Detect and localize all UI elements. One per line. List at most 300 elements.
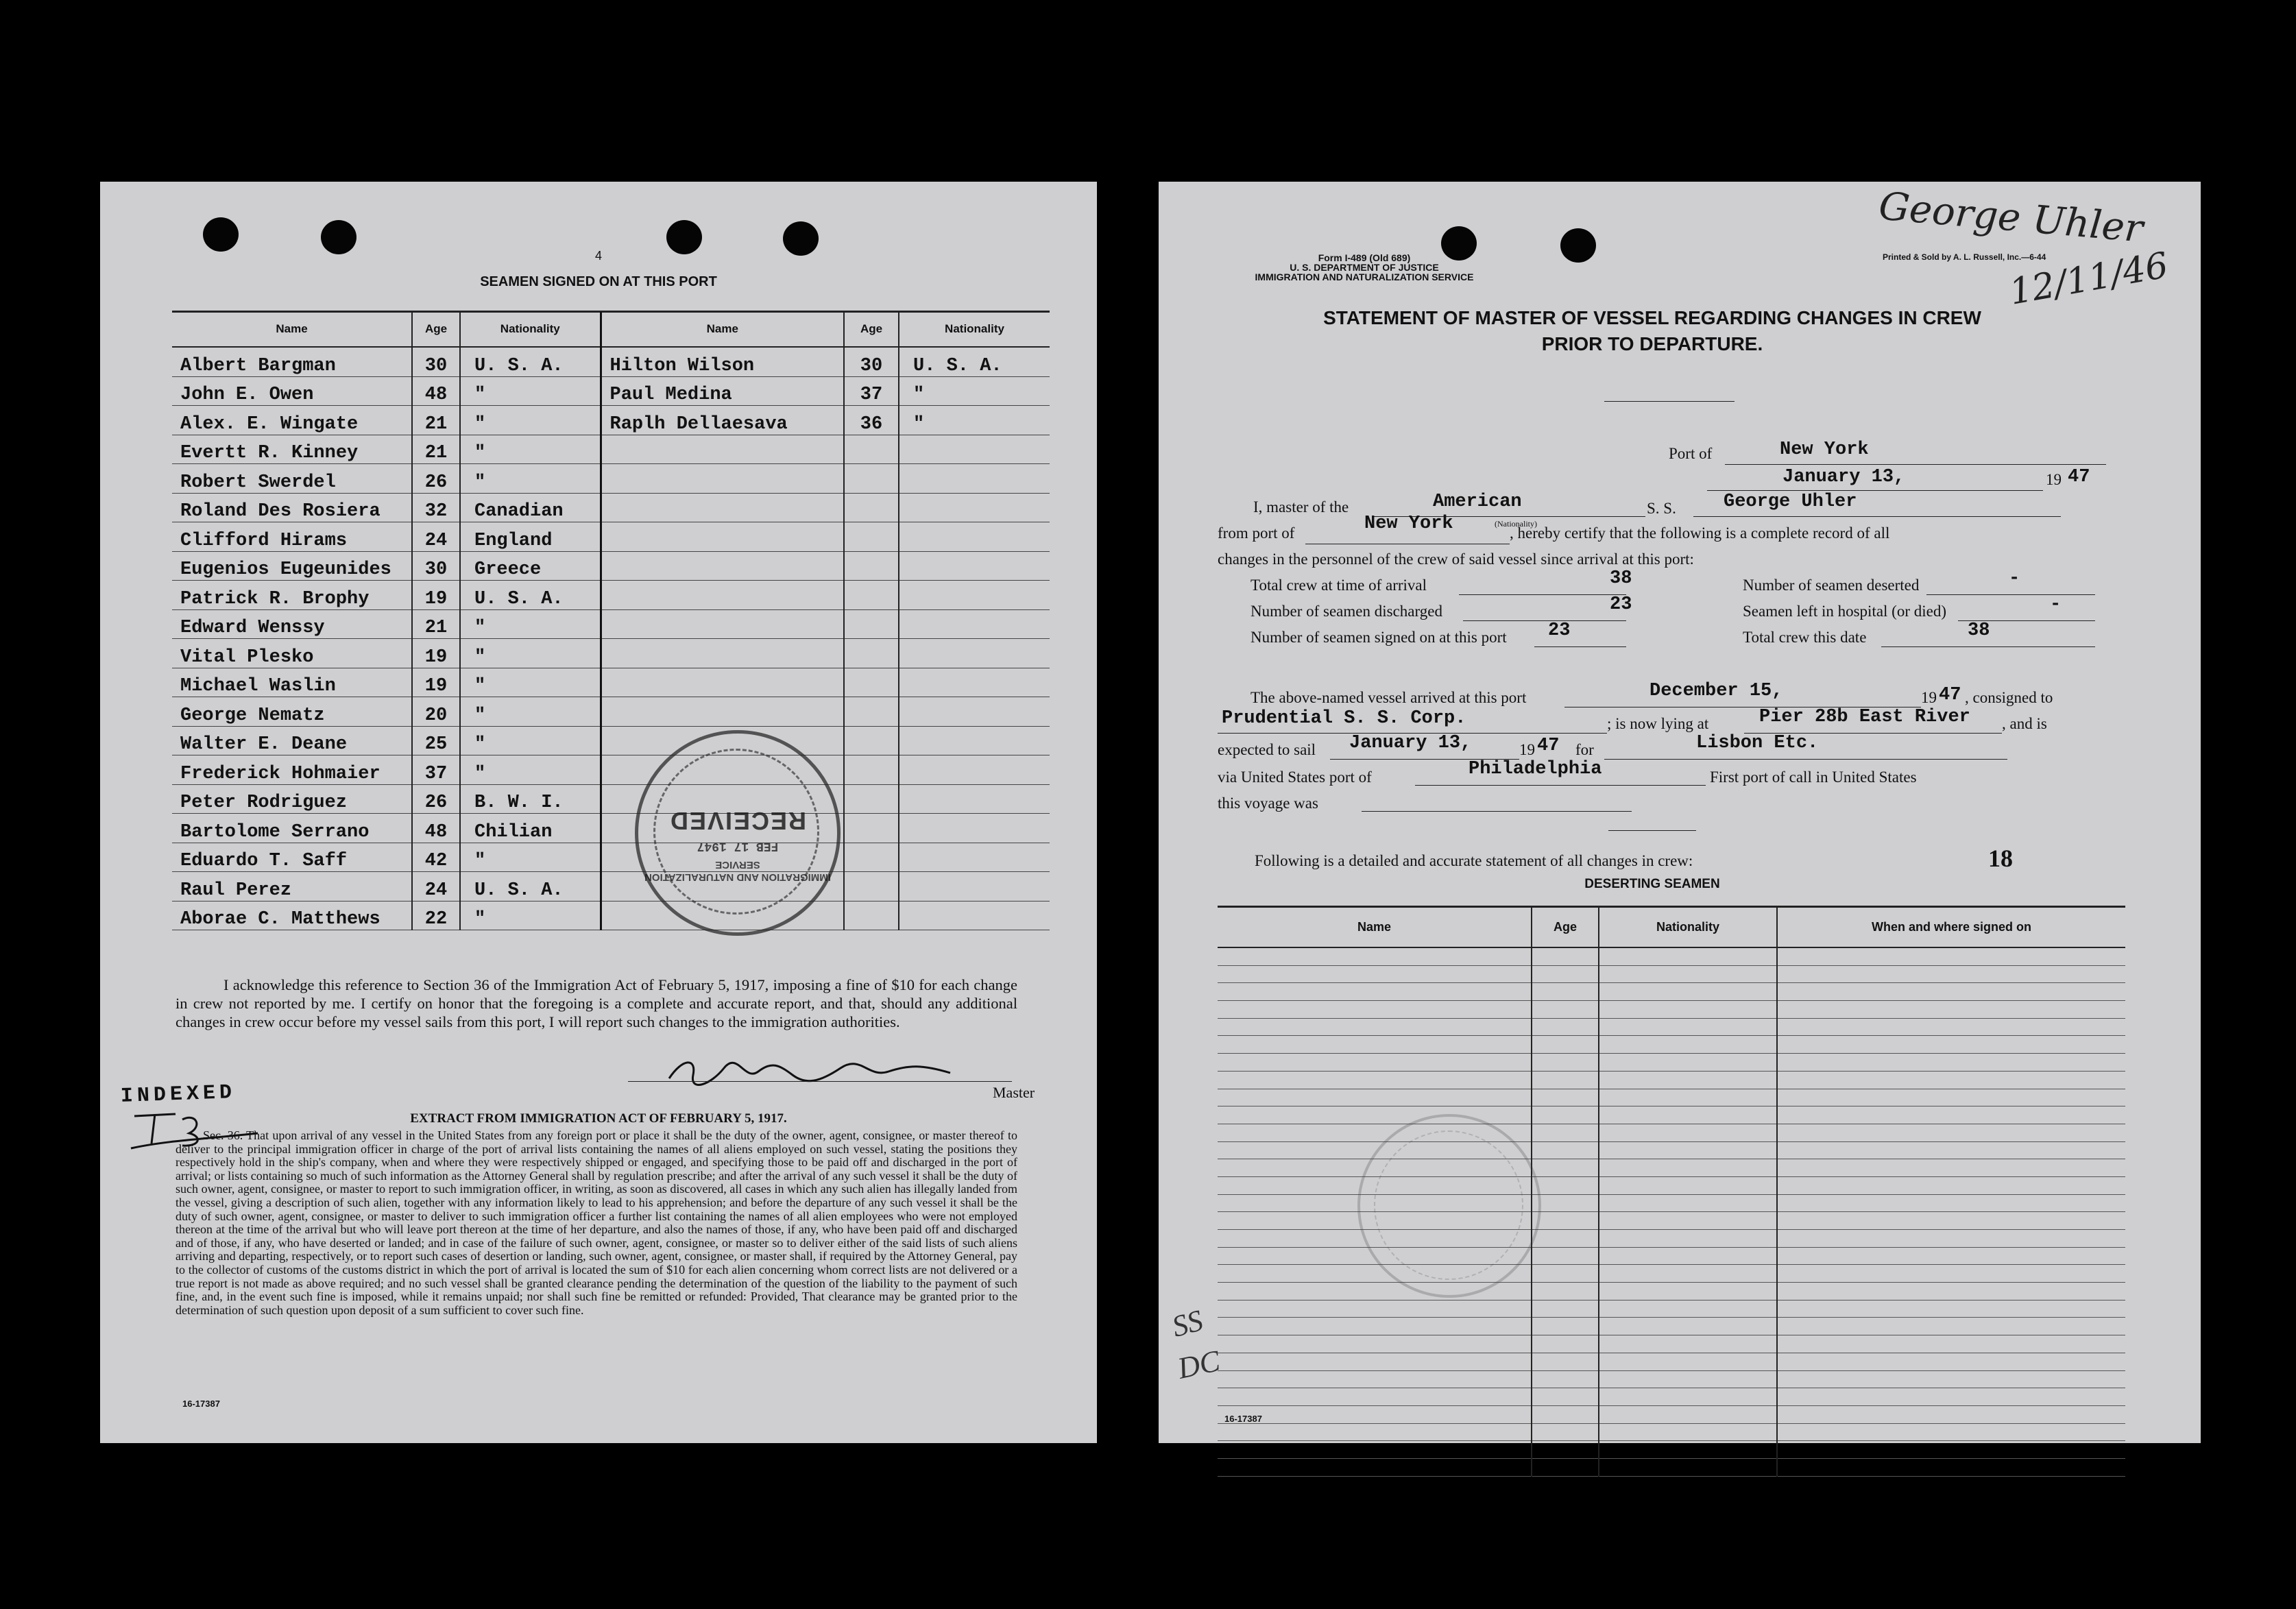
empty-cell xyxy=(1777,1300,2125,1318)
seaman-age: 19 xyxy=(412,639,460,668)
table-row xyxy=(1218,1176,2125,1194)
empty-cell xyxy=(1777,1265,2125,1283)
empty-cell xyxy=(1218,965,1532,983)
column-header-age: Age xyxy=(412,312,460,347)
seaman-name: Eduardo T. Saff xyxy=(172,843,412,872)
seaman-age: 19 xyxy=(412,668,460,697)
arrived-label: The above-named vessel arrived at this port xyxy=(1250,689,1527,706)
seaman-nationality xyxy=(899,522,1050,552)
empty-cell xyxy=(1777,1405,2125,1423)
table-row xyxy=(1218,1405,2125,1423)
deserting-seamen-table xyxy=(1218,907,2125,1477)
seaman-age: 48 xyxy=(412,376,460,406)
seaman-age: 36 xyxy=(844,406,899,435)
empty-cell xyxy=(1599,1106,1777,1124)
column-header-nationality: Nationality xyxy=(460,312,601,347)
column-header-age: Age xyxy=(1532,907,1599,947)
seaman-nationality xyxy=(899,901,1050,930)
hospital-value: - xyxy=(2050,594,2062,615)
empty-cell xyxy=(1599,1300,1777,1318)
seaman-name: Albert Bargman xyxy=(172,347,412,376)
empty-cell xyxy=(1599,965,1777,983)
table-row xyxy=(172,609,1050,639)
empty-cell xyxy=(1599,1176,1777,1194)
seamen-signed-on-table xyxy=(172,312,1050,930)
seaman-nationality xyxy=(899,843,1050,872)
seaman-name xyxy=(601,639,844,668)
empty-cell xyxy=(1777,1159,2125,1177)
empty-cell xyxy=(1218,1036,1532,1054)
empty-cell xyxy=(1218,1054,1532,1072)
empty-cell xyxy=(1777,1353,2125,1370)
sail-year-suffix: 47 xyxy=(1537,736,1560,756)
department-name: U. S. DEPARTMENT OF JUSTICE xyxy=(1290,262,1439,273)
empty-cell xyxy=(1777,983,2125,1001)
column-header-age: Age xyxy=(844,312,899,347)
table-row xyxy=(172,551,1050,581)
empty-cell xyxy=(1532,1423,1599,1441)
port-of-label: Port of xyxy=(1669,445,1713,462)
empty-cell xyxy=(1599,947,1777,965)
master-of-label: I, master of the xyxy=(1253,498,1349,516)
empty-cell xyxy=(1599,1194,1777,1212)
empty-cell xyxy=(1599,1036,1777,1054)
empty-cell xyxy=(1532,947,1599,965)
empty-cell xyxy=(1532,1405,1599,1423)
empty-cell xyxy=(1599,1247,1777,1265)
total-crew-arrival-value: 38 xyxy=(1610,568,1632,589)
empty-cell xyxy=(1777,1423,2125,1441)
empty-cell xyxy=(1777,1335,2125,1353)
via-port-value: Philadelphia xyxy=(1469,759,1602,779)
seaman-name xyxy=(601,581,844,610)
table-row xyxy=(1218,1159,2125,1177)
empty-cell xyxy=(1532,1388,1599,1406)
seaman-nationality: U. S. A. xyxy=(899,347,1050,376)
seaman-name: Alex. E. Wingate xyxy=(172,406,412,435)
seaman-age: 30 xyxy=(412,347,460,376)
seaman-age: 42 xyxy=(412,843,460,872)
seaman-name: Edward Wenssy xyxy=(172,609,412,639)
table-row xyxy=(172,347,1050,376)
empty-cell xyxy=(1599,1089,1777,1106)
table-row xyxy=(172,755,1050,785)
seaman-name: Patrick R. Brophy xyxy=(172,581,412,610)
empty-cell xyxy=(1599,1124,1777,1141)
seaman-age xyxy=(844,668,899,697)
from-port-value: New York xyxy=(1364,513,1453,534)
empty-cell xyxy=(1777,1230,2125,1248)
empty-cell xyxy=(1777,947,2125,965)
empty-cell xyxy=(1777,1018,2125,1036)
seaman-name: Raul Perez xyxy=(172,872,412,902)
seaman-age: 37 xyxy=(412,755,460,785)
seaman-name xyxy=(601,551,844,581)
empty-cell xyxy=(1532,965,1599,983)
table-row xyxy=(1218,1212,2125,1230)
seaman-age xyxy=(844,814,899,843)
empty-cell xyxy=(1599,1405,1777,1423)
table-row xyxy=(1218,1388,2125,1406)
empty-cell xyxy=(1218,1335,1532,1353)
right-page xyxy=(1159,182,2201,1443)
seaman-nationality xyxy=(899,784,1050,814)
changes-count: 18 xyxy=(1988,845,2013,872)
table-row xyxy=(1218,1036,2125,1054)
voyage-line xyxy=(1362,811,1632,812)
empty-cell xyxy=(1218,1318,1532,1335)
seaman-name: Clifford Hirams xyxy=(172,522,412,552)
empty-cell xyxy=(1532,1318,1599,1335)
section-divider xyxy=(1608,830,1696,831)
empty-cell xyxy=(1599,1283,1777,1300)
nationality-hint: (Nationality) xyxy=(1495,519,1537,529)
table-row xyxy=(172,376,1050,406)
printer-credit: Printed & Sold by A. L. Russell, Inc.—6-44 xyxy=(1883,252,2046,262)
seaman-nationality xyxy=(899,464,1050,494)
seaman-nationality xyxy=(899,668,1050,697)
seaman-nationality: U. S. A. xyxy=(460,581,601,610)
port-of-value: New York xyxy=(1780,439,1869,460)
form-number: Form I-489 (Old 689) xyxy=(1318,252,1411,263)
column-header-name: Name xyxy=(1218,907,1532,947)
date-year-prefix: 19 xyxy=(2046,471,2062,488)
discharged-value: 23 xyxy=(1610,594,1632,615)
seaman-name: Peter Rodriguez xyxy=(172,784,412,814)
empty-cell xyxy=(1532,1353,1599,1370)
table-row xyxy=(1218,965,2125,983)
empty-cell xyxy=(1532,1194,1599,1212)
table-row xyxy=(1218,1283,2125,1300)
seaman-age: 25 xyxy=(412,726,460,755)
seaman-nationality: " xyxy=(899,406,1050,435)
first-call-label: First port of call in United States xyxy=(1710,769,1917,786)
table-row xyxy=(172,726,1050,755)
seaman-nationality: " xyxy=(460,435,601,464)
seaman-age xyxy=(844,551,899,581)
from-port-label: from port of xyxy=(1218,524,1295,542)
table-row xyxy=(1218,1318,2125,1335)
seaman-name: Roland Des Rosiera xyxy=(172,493,412,522)
seaman-name: Eugenios Eugeunides xyxy=(172,551,412,581)
column-header-name: Name xyxy=(172,312,412,347)
empty-cell xyxy=(1532,1265,1599,1283)
table-row xyxy=(172,843,1050,872)
empty-cell xyxy=(1218,1441,1532,1459)
empty-cell xyxy=(1532,1036,1599,1054)
deserting-table-body xyxy=(1218,947,2125,1476)
seaman-nationality: " xyxy=(460,376,601,406)
lying-at-value: Pier 28b East River xyxy=(1759,707,1970,727)
form-title xyxy=(1159,305,2146,357)
seaman-nationality: " xyxy=(460,668,601,697)
seaman-name: Paul Medina xyxy=(601,376,844,406)
ss-label: S. S. xyxy=(1647,500,1676,517)
seaman-nationality xyxy=(899,639,1050,668)
table-row xyxy=(172,697,1050,727)
sail-date: January 13, xyxy=(1349,733,1472,753)
table-row xyxy=(172,901,1050,930)
date-year-suffix: 47 xyxy=(2068,467,2090,487)
empty-cell xyxy=(1532,1018,1599,1036)
total-crew-date-value: 38 xyxy=(1968,620,1990,641)
table-row xyxy=(172,464,1050,494)
table-row xyxy=(1218,1370,2125,1388)
seaman-name: Hilton Wilson xyxy=(601,347,844,376)
expected-label: expected to sail xyxy=(1218,741,1316,758)
handwritten-vessel-name: George Uhler xyxy=(1876,184,2145,252)
table-row xyxy=(1218,1441,2125,1459)
seaman-name: Evertt R. Kinney xyxy=(172,435,412,464)
seaman-age xyxy=(844,464,899,494)
discharged-line xyxy=(1463,620,1626,621)
empty-cell xyxy=(1599,1265,1777,1283)
seaman-age xyxy=(844,784,899,814)
table-row xyxy=(172,406,1050,435)
discharged-label: Number of seamen discharged xyxy=(1250,603,1442,620)
empty-cell xyxy=(1218,1089,1532,1106)
statement-date: January 13, xyxy=(1783,467,1905,487)
seaman-nationality xyxy=(899,697,1050,727)
seaman-nationality: " xyxy=(460,901,601,930)
seaman-age xyxy=(844,435,899,464)
vessel-name-line xyxy=(1693,516,2061,517)
empty-cell xyxy=(1599,1423,1777,1441)
seaman-age xyxy=(844,493,899,522)
empty-cell xyxy=(1777,1212,2125,1230)
seaman-nationality: " xyxy=(899,376,1050,406)
date-line xyxy=(1707,490,2043,491)
seaman-age xyxy=(844,872,899,902)
seaman-nationality: " xyxy=(460,843,601,872)
signed-on-label: Number of seamen signed on at this port xyxy=(1250,629,1507,646)
empty-cell xyxy=(1532,1106,1599,1124)
punch-hole xyxy=(1560,228,1596,263)
certify-text: , hereby certify that the following is a complete record of all xyxy=(1510,524,1890,542)
empty-cell xyxy=(1599,1388,1777,1406)
table-row xyxy=(172,668,1050,697)
destination-value: Lisbon Etc. xyxy=(1696,733,1819,753)
voyage-label: this voyage was xyxy=(1218,795,1318,812)
empty-cell xyxy=(1599,1441,1777,1459)
seaman-age: 21 xyxy=(412,609,460,639)
seaman-nationality: " xyxy=(460,464,601,494)
form-header xyxy=(1248,253,1481,282)
punch-hole xyxy=(203,217,239,252)
seaman-age: 48 xyxy=(412,814,460,843)
indexed-stamp: INDEXED xyxy=(120,1081,237,1109)
empty-cell xyxy=(1777,965,2125,983)
form-code: 16-17387 xyxy=(182,1399,220,1409)
empty-cell xyxy=(1599,1018,1777,1036)
table-row xyxy=(1218,947,2125,965)
empty-cell xyxy=(1218,1001,1532,1019)
destination-line xyxy=(1604,759,2007,760)
empty-cell xyxy=(1777,1388,2125,1406)
arrival-year-suffix: 47 xyxy=(1939,685,1961,705)
left-page xyxy=(100,182,1097,1443)
empty-cell xyxy=(1218,1458,1532,1476)
seaman-name: John E. Owen xyxy=(172,376,412,406)
seaman-age xyxy=(844,522,899,552)
empty-cell xyxy=(1777,1036,2125,1054)
arrival-date: December 15, xyxy=(1650,681,1783,701)
empty-cell xyxy=(1218,983,1532,1001)
deserted-value: - xyxy=(2009,568,2020,589)
empty-cell xyxy=(1599,1458,1777,1476)
form-code: 16-17387 xyxy=(1224,1414,1262,1424)
empty-cell xyxy=(1218,1423,1532,1441)
signed-on-value: 23 xyxy=(1548,620,1571,641)
empty-cell xyxy=(1532,1300,1599,1318)
column-header-nationality: Nationality xyxy=(899,312,1050,347)
seaman-age xyxy=(844,609,899,639)
seaman-nationality xyxy=(899,493,1050,522)
empty-cell xyxy=(1532,1071,1599,1089)
empty-cell xyxy=(1218,947,1532,965)
vessel-nationality: American xyxy=(1433,492,1522,512)
empty-cell xyxy=(1777,1089,2125,1106)
sail-year-prefix: 19 xyxy=(1519,741,1535,758)
empty-cell xyxy=(1532,1176,1599,1194)
table-row xyxy=(1218,1141,2125,1159)
table-row xyxy=(1218,1071,2125,1089)
empty-cell xyxy=(1218,1405,1532,1423)
signature-line xyxy=(628,1081,1012,1082)
seaman-age: 20 xyxy=(412,697,460,727)
empty-cell xyxy=(1218,1353,1532,1370)
column-header-nationality: Nationality xyxy=(1599,907,1777,947)
seaman-nationality xyxy=(899,814,1050,843)
empty-cell xyxy=(1218,1071,1532,1089)
seaman-nationality: " xyxy=(460,755,601,785)
table-row xyxy=(1218,983,2125,1001)
seaman-name xyxy=(601,435,844,464)
deserting-title: DESERTING SEAMEN xyxy=(1584,877,1720,891)
seaman-name: Frederick Hohmaier xyxy=(172,755,412,785)
acknowledgement-text: I acknowledge this reference to Section 36 of the Immigration Act of February 5, 1917, imposing a fine of $10 for each change in crew not reported by me. I certify on honor that the foregoing is a complete and accurate report, and that, should any additional changes in crew occur before my vessel sails from this port, I will report such changes to the immigration authorities. xyxy=(176,976,1017,1030)
seaman-name xyxy=(601,464,844,494)
for-label: for xyxy=(1575,741,1594,758)
seaman-age xyxy=(844,726,899,755)
seaman-nationality: " xyxy=(460,697,601,727)
stamp-received: RECEIVED xyxy=(668,807,807,835)
extract-title: EXTRACT FROM IMMIGRATION ACT OF FEBRUARY 5, 1917. xyxy=(410,1111,787,1126)
table-row xyxy=(1218,1353,2125,1370)
empty-cell xyxy=(1777,1054,2125,1072)
table-row xyxy=(1218,1089,2125,1106)
table-row xyxy=(172,435,1050,464)
seaman-name xyxy=(601,668,844,697)
handwritten-date: 12/11/46 xyxy=(2006,245,2171,313)
form-title-line-2: PRIOR TO DEPARTURE. xyxy=(1541,333,1763,354)
seaman-age xyxy=(844,901,899,930)
total-crew-date-label: Total crew this date xyxy=(1743,629,1867,646)
empty-cell xyxy=(1532,1089,1599,1106)
section-title: SEAMEN SIGNED ON AT THIS PORT xyxy=(480,274,717,289)
empty-cell xyxy=(1532,1212,1599,1230)
following-label: Following is a detailed and accurate statement of all changes in crew: xyxy=(1255,852,1693,869)
empty-cell xyxy=(1532,1283,1599,1300)
seaman-nationality: England xyxy=(460,522,601,552)
table-row xyxy=(172,872,1050,902)
seaman-age: 21 xyxy=(412,435,460,464)
seaman-nationality: U. S. A. xyxy=(460,347,601,376)
seaman-nationality: B. W. I. xyxy=(460,784,601,814)
service-name: IMMIGRATION AND NATURALIZATION SERVICE xyxy=(1255,271,1474,282)
table-row xyxy=(1218,1124,2125,1141)
empty-cell xyxy=(1218,1018,1532,1036)
empty-cell xyxy=(1532,1458,1599,1476)
seaman-age: 30 xyxy=(412,551,460,581)
empty-cell xyxy=(1599,1054,1777,1072)
empty-cell xyxy=(1218,1388,1532,1406)
column-header-signed-on: When and where signed on xyxy=(1777,907,2125,947)
seaman-name: Bartolome Serrano xyxy=(172,814,412,843)
page-number: 4 xyxy=(594,249,602,263)
seaman-nationality xyxy=(899,872,1050,902)
empty-cell xyxy=(1532,1441,1599,1459)
empty-cell xyxy=(1599,1001,1777,1019)
empty-cell xyxy=(1777,1124,2125,1141)
seaman-nationality xyxy=(899,609,1050,639)
annotation-dc: DC xyxy=(1174,1344,1223,1386)
table-row xyxy=(1218,1300,2125,1318)
table-row xyxy=(172,522,1050,552)
empty-cell xyxy=(1777,1318,2125,1335)
empty-cell xyxy=(1599,1335,1777,1353)
seaman-age: 21 xyxy=(412,406,460,435)
signed-on-line xyxy=(1534,646,1626,647)
and-is-label: , and is xyxy=(2002,715,2047,732)
seaman-nationality: " xyxy=(460,406,601,435)
seaman-nationality: Chilian xyxy=(460,814,601,843)
consigned-label: , consigned to xyxy=(1965,689,2053,706)
seamen-table-body xyxy=(172,347,1050,930)
empty-cell xyxy=(1532,1230,1599,1248)
seaman-name xyxy=(601,697,844,727)
empty-cell xyxy=(1599,1318,1777,1335)
seaman-age: 22 xyxy=(412,901,460,930)
received-stamp xyxy=(635,730,841,936)
total-crew-arrival-label: Total crew at time of arrival xyxy=(1250,577,1427,594)
seaman-name: Robert Swerdel xyxy=(172,464,412,494)
empty-cell xyxy=(1532,1159,1599,1177)
seaman-nationality xyxy=(899,435,1050,464)
table-row xyxy=(1218,1458,2125,1476)
table-row xyxy=(1218,1423,2125,1441)
hospital-label: Seamen left in hospital (or died) xyxy=(1743,603,1947,620)
seaman-nationality: Greece xyxy=(460,551,601,581)
stamp-agency: IMMIGRATION AND NATURALIZATION SERVICE xyxy=(644,859,831,883)
empty-cell xyxy=(1532,1335,1599,1353)
seaman-nationality xyxy=(899,726,1050,755)
extract-text: Sec. 36. That upon arrival of any vessel in the United States from any foreign port or place it shall be the duty of the owner, agent, consignee, or master thereof to deliver to the principal immigration officer in charge of the port of arrival lists containing the names of all aliens employed on such vessel, stating the positions they respectively hold in the ship's company, when and where they were respectively shipped or engaged, and specifying those to be paid off and discharged in the port of arrival; or lists containing so much of such information as the Attorney General shall by regulation prescribe; and after the arrival of any such vessel it shall be the duty of such owner, agent, consignee, or master to report to such immigration officer, in writing, as soon as discovered, all cases in which any such alien has illegally landed from the vessel, giving a description of such alien, together with any information likely to lead to his apprehension; and before the departure of any such vessel it shall be the duty of such owner, agent, consignee, or master to deliver to such immigration officer a further list containing the names of all alien employees who were not employed thereon at the time of the arrival but who will leave port thereon at the time of her departure, and also the names of those, if any, who have been paid off and discharged and of those, if any, who have deserted or landed; and in case of the failure of such owner, agent, consignee, or master so to deliver either of the said lists of such aliens arriving and departing, respectively, or to report such cases of desertion or landing, such owner, agent, consignee, or master shall, if required by the Attorney General, pay to the collector of customs of the customs district in which the port of arrival is located the sum of $10 for each alien concerning whom correct lists are not delivered or a true report is not made as above required; and no such vessel shall be granted clearance pending the determination of the question of the liability to the payment of such fine, and, in the event such fine is imposed, while it remains unpaid; nor shall such fine be remitted or refunded: Provided, That clearance may be granted prior to the determination of such question upon deposit of a sum sufficient to cover such fine. xyxy=(176,1128,1017,1317)
empty-cell xyxy=(1777,1001,2125,1019)
empty-cell xyxy=(1777,1141,2125,1159)
empty-cell xyxy=(1532,983,1599,1001)
table-row xyxy=(172,639,1050,668)
seaman-name: Aborae C. Matthews xyxy=(172,901,412,930)
seaman-nationality: " xyxy=(460,609,601,639)
empty-cell xyxy=(1777,1194,2125,1212)
table-row xyxy=(1218,1194,2125,1212)
seaman-nationality: " xyxy=(460,639,601,668)
empty-cell xyxy=(1599,983,1777,1001)
seaman-nationality xyxy=(899,551,1050,581)
seaman-age: 19 xyxy=(412,581,460,610)
seaman-age xyxy=(844,697,899,727)
